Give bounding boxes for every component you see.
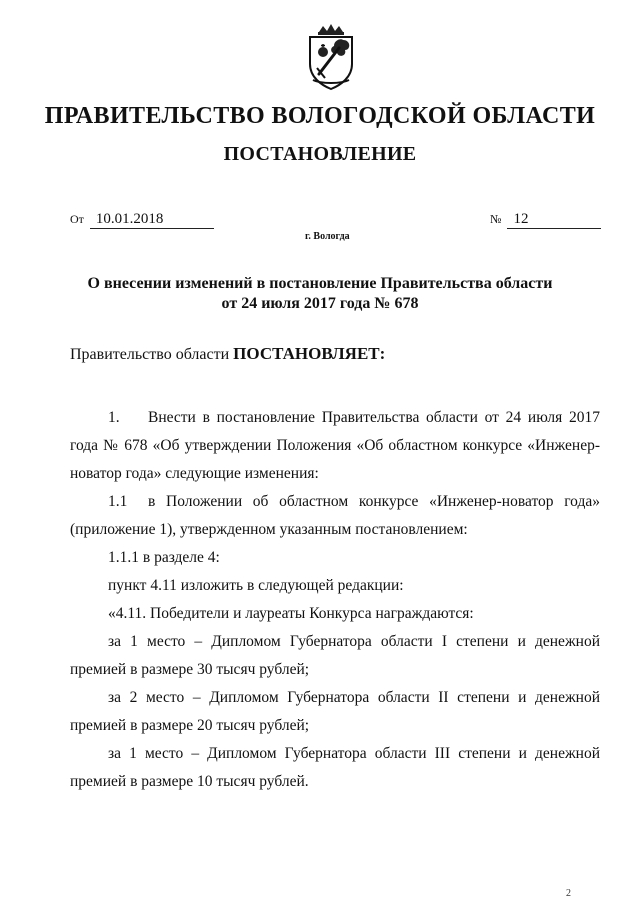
date-row (70, 211, 214, 229)
paragraph-item-4-11: пункт 4.11 изложить в следующей редакции: (108, 577, 404, 594)
date-label: От (70, 212, 84, 226)
number-value: 12 (507, 211, 601, 229)
paragraph-prize-1: за 1 место – Дипломом Губернатора области I степени и денежной премией в размере 30 тысяч рублей; (70, 633, 600, 678)
document-type-heading: ПОСТАНОВЛЕНИЕ (223, 143, 417, 165)
document-subject (0, 274, 640, 314)
paragraph-prize-2: за 2 место – Дипломом Губернатора области II степени и денежной премией в размере 20 тысяч рублей; (70, 689, 600, 734)
page-corner-mark: 2 (566, 888, 571, 899)
paragraph-quote-4-11: «4.11. Победители и лауреаты Конкурса награждаются: (108, 605, 474, 622)
number-row (490, 211, 601, 229)
paragraph-1-1-number: 1.1 (108, 493, 128, 510)
organization-title: ПРАВИТЕЛЬСТВО ВОЛОГОДСКОЙ ОБЛАСТИ (44, 103, 596, 129)
preamble (70, 344, 385, 364)
city-label: г. Вологда (305, 231, 350, 242)
vologda-coat-of-arms-icon (301, 22, 361, 92)
document-body (70, 404, 600, 796)
paragraph-1-1-text: в Положении об областном конкурсе «Инженер-новатор года» (приложение 1), утвержденном указанным постановлением: (70, 493, 600, 538)
paragraph-1-1 (70, 488, 600, 544)
preamble-text: Правительство области (70, 346, 234, 363)
paragraph-1-number: 1. (108, 409, 120, 426)
subject-line-2: от 24 июля 2017 года № 678 (221, 295, 419, 312)
paragraph-1 (70, 404, 600, 488)
paragraph-prize-3: за 1 место – Дипломом Губернатора области III степени и денежной премией в размере 10 тысяч рублей. (70, 745, 600, 790)
preamble-bold: ПОСТАНОВЛЯЕТ: (233, 344, 386, 363)
paragraph-1-1-1: 1.1.1 в разделе 4: (108, 549, 220, 566)
paragraph-1-text: Внести в постановление Правительства области от 24 июля 2017 года № 678 «Об утверждении Положения «Об областном конкурсе «Инженер-новатор года» следующие изменения: (70, 409, 600, 482)
date-value: 10.01.2018 (90, 211, 214, 229)
subject-line-1: О внесении изменений в постановление Правительства области (87, 275, 553, 292)
number-label: № (490, 212, 502, 226)
